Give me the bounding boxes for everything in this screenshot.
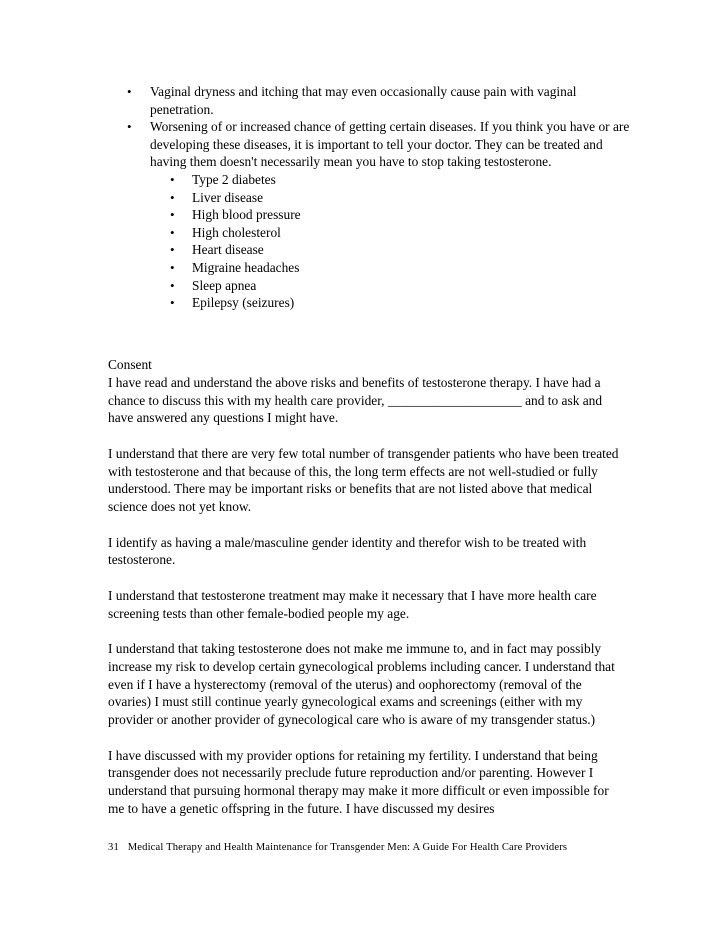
bullet-icon: • xyxy=(170,295,175,311)
bullet-icon: • xyxy=(127,119,132,135)
sub-bullet-list xyxy=(150,171,637,312)
bullet-text: Worsening of or increased chance of getting certain diseases. If you think you have or are developing these diseases, it is important to tell your doctor. They can be treated and having them doesn't necessarily mean you have to stop taking testosterone. xyxy=(150,119,630,170)
sub-bullet-text: Heart disease xyxy=(192,242,264,258)
consent-paragraph: I understand that testosterone treatment may make it necessary that I have more health care screening tests than other female-bodied people my age. xyxy=(108,587,597,621)
sub-bullet-text: Type 2 diabetes xyxy=(192,171,276,187)
bullet-icon: • xyxy=(170,189,175,205)
bullet-icon: • xyxy=(170,224,175,240)
sub-list-item xyxy=(170,224,637,242)
bullet-icon: • xyxy=(170,171,175,187)
sub-list-item xyxy=(170,206,637,224)
bullet-text: Vaginal dryness and itching that may even occasionally cause pain with vaginal penetration. xyxy=(150,84,577,117)
sub-bullet-text: Epilepsy (seizures) xyxy=(192,295,295,311)
sub-list-item xyxy=(170,189,637,207)
section-heading: Consent xyxy=(108,357,152,372)
bullet-icon: • xyxy=(170,207,175,223)
list-item xyxy=(127,118,637,312)
consent-paragraph: I identify as having a male/masculine gender identity and therefor wish to be treated with testosterone. xyxy=(108,534,587,568)
bullet-icon: • xyxy=(170,259,175,275)
bullet-icon: • xyxy=(170,277,175,293)
page-number: 31 xyxy=(108,842,119,853)
consent-paragraph: I have read and understand the above risks and benefits of testosterone therapy. I have had a chance to discuss this with my health care provider, ____________________ and to ask and have answered any questions I might have. xyxy=(108,374,603,426)
sub-list-item xyxy=(170,241,637,259)
bullet-icon: • xyxy=(127,84,132,99)
sub-list-item xyxy=(170,277,637,295)
sub-bullet-text: Migraine headaches xyxy=(192,259,300,275)
sub-bullet-text: High cholesterol xyxy=(192,224,281,240)
sub-list-item xyxy=(170,171,637,189)
sub-bullet-text: Liver disease xyxy=(192,189,264,205)
consent-section xyxy=(108,356,628,835)
sub-list-item xyxy=(170,259,637,277)
page-footer xyxy=(108,841,648,854)
list-item xyxy=(127,83,637,118)
consent-paragraph: I understand that taking testosterone does not make me immune to, and in fact may possibly increase my risk to develop certain gynecological problems including cancer. I understand that even if I have a hysterectomy (removal of the uterus) and oophorectomy (removal of the ovaries) I must still continue yearly gynecological exams and screenings (either with my provider or another provider of gynecological care who is aware of my transgender status.) xyxy=(108,640,615,728)
bullet-list xyxy=(127,83,637,312)
footer-title: Medical Therapy and Health Maintenance for Transgender Men: A Guide For Health Care Providers xyxy=(127,842,568,853)
consent-paragraph: I have discussed with my provider options for retaining my fertility. I understand that being transgender does not necessarily preclude future reproduction and/or parenting. However I understand that pursuing hormonal therapy may make it more difficult or even impossible for me to have a genetic offspring in the future. I have discussed my desires xyxy=(108,747,609,816)
consent-paragraph: I understand that there are very few total number of transgender patients who have been treated with testosterone and that because of this, the long term effects are not well-studied or fully understood. There may be important risks or benefits that are not listed above that medical science does not yet know. xyxy=(108,445,619,515)
sub-bullet-text: High blood pressure xyxy=(192,207,301,223)
sub-bullet-text: Sleep apnea xyxy=(192,277,257,293)
sub-list-item xyxy=(170,294,637,312)
bullet-icon: • xyxy=(170,242,175,258)
